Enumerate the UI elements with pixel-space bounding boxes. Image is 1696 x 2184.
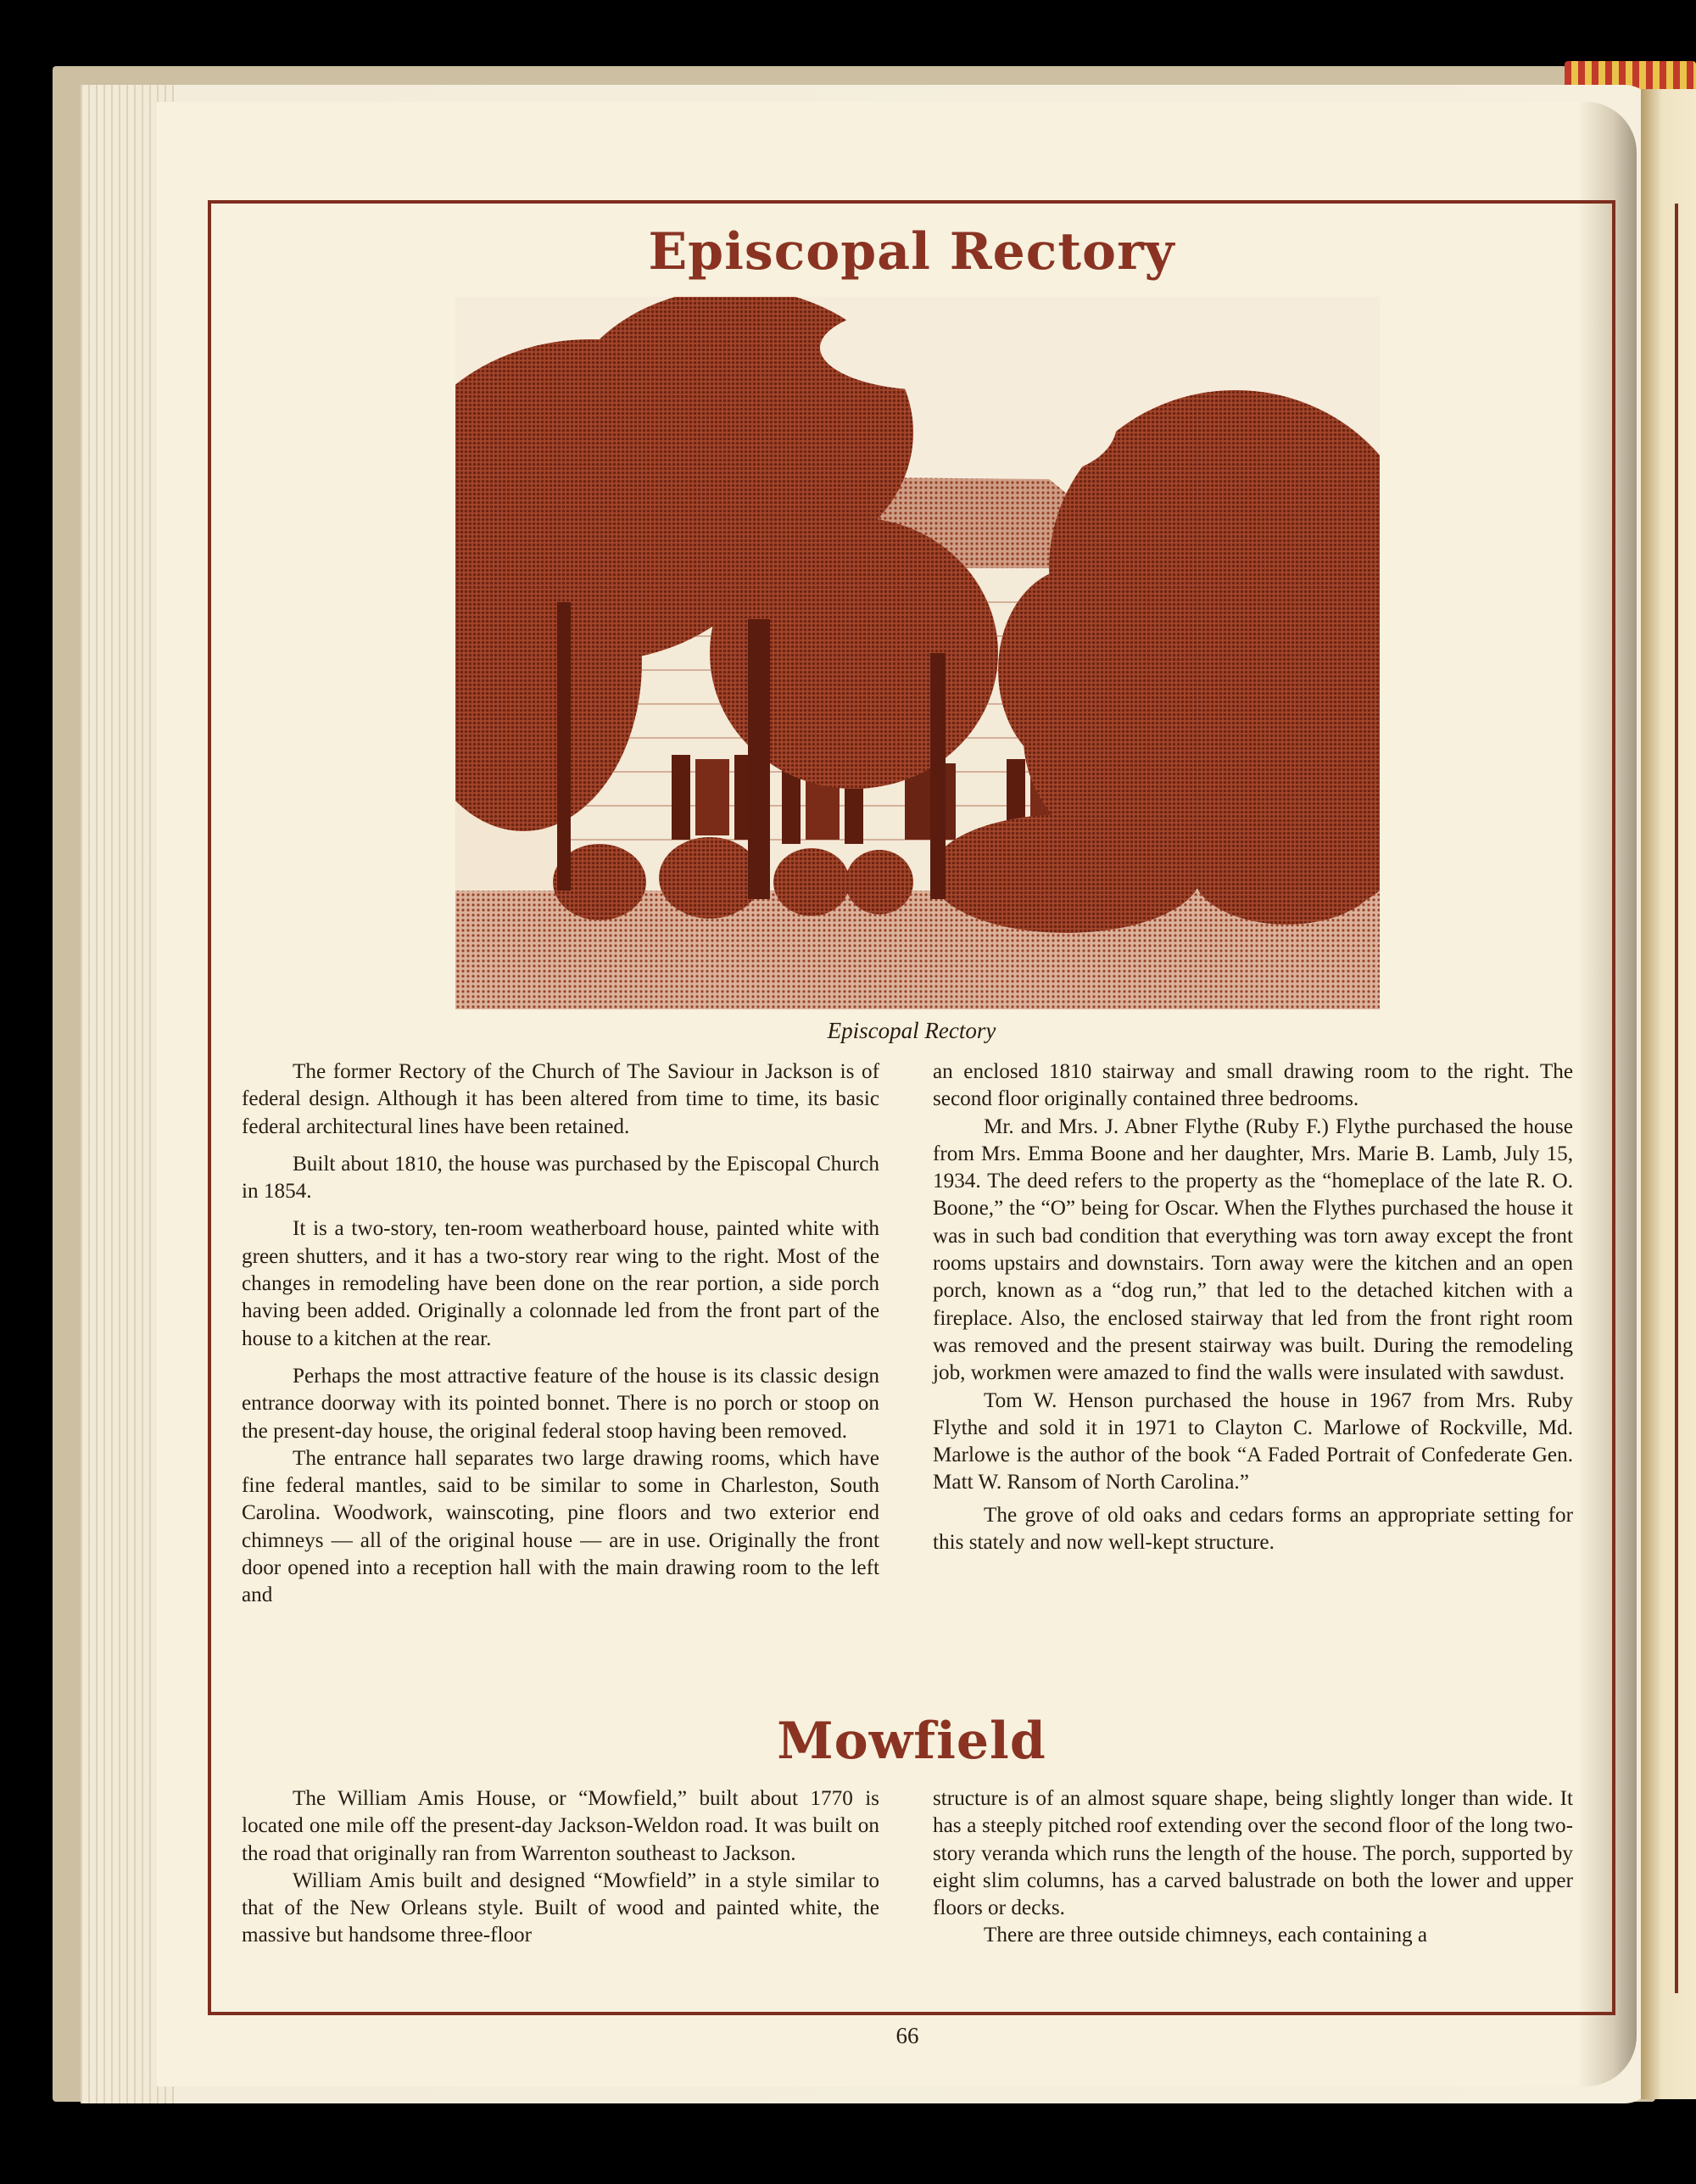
paragraph: Mr. and Mrs. J. Abner Flythe (Ruby F.) Flythe purchased the house from Mrs. Emma Boone and her daughter, Mrs. Marie B. Lamb, July 15, 1934. The deed refers to the property as the “homeplace of the late R. O. Boone,” the “O” being for Oscar. When the Flythes purchased the house it was in such bad condition that everything was torn away except the front rooms upstairs and downstairs. Torn away were the kitchen and an open porch, known as a “dog run,” that led to the detached kitchen with a fireplace. Also, the enclosed stairway that led from the front right room was removed and the present stairway was built. During the remodeling job, workmen were amazed to find the walls were insulated with sawdust. xyxy=(933,1114,1573,1385)
paragraph: Perhaps the most attractive feature of the house is its classic design entrance doorway with its pointed bonnet. There is no porch or stoop on the present-day house, the original federal stoop having been removed. xyxy=(242,1364,879,1443)
paragraph: Tom W. Henson purchased the house in 1967 from Mrs. Ruby Flythe and sold it in 1971 to Clayton C. Marlowe of Rockville, Md. Marlowe is the author of the book “A Faded Portrait of Confederate Gen. Matt W. Ransom of North Carolina.” xyxy=(933,1388,1573,1494)
section-title-episcopal-rectory: Episcopal Rectory xyxy=(648,222,1175,282)
facing-page-border xyxy=(1675,204,1678,1993)
facing-page-edge xyxy=(1641,89,1696,2099)
mowfield-column-left xyxy=(242,1785,879,1950)
section-title-mowfield: Mowfield xyxy=(777,1712,1046,1771)
paragraph: The entrance hall separates two large drawing rooms, which have fine federal mantles, said to be similar to some in Charleston, South Carolina. Woodwork, wainscoting, pine floors and two exterior end chimneys — all of the original house — are in use. Originally the front door opened into a reception hall with the main drawing room to the left and xyxy=(242,1446,879,1607)
paragraph: an enclosed 1810 stairway and small drawing room to the right. The second floor originally contained three bedrooms. xyxy=(933,1060,1573,1111)
mowfield-column-right xyxy=(933,1785,1573,1950)
paragraph: There are three outside chimneys, each containing a xyxy=(984,1924,1428,1947)
paragraph: William Amis built and designed “Mowfield” in a style similar to that of the New Orleans style. Built of wood and painted white, the massive but handsome three-floor xyxy=(242,1868,879,1947)
paragraph: structure is of an almost square shape, being slightly longer than wide. It has a steeply pitched roof extending over the second floor of the long two-story veranda which runs the length of the house. The porch, supported by eight slim columns, has a carved balustrade on both the lower and upper floors or decks. xyxy=(933,1787,1573,1920)
rectory-column-left xyxy=(242,1058,879,1610)
paragraph: It is a two-story, ten-room weatherboard house, painted white with green shutters, and it has a two-story rear wing to the right. Most of the changes in remodeling have been done on the rear portion, a side porch having been added. Originally a colonnade led from the front part of the house to a kitchen at the rear. xyxy=(242,1217,879,1350)
house-photo-icon xyxy=(455,297,1380,1009)
paragraph: The grove of old oaks and cedars forms an appropriate setting for this stately and now well-kept structure. xyxy=(933,1503,1573,1555)
house-photo xyxy=(455,297,1380,1009)
photo-caption: Episcopal Rectory xyxy=(827,1018,996,1043)
paragraph: Built about 1810, the house was purchased by the Episcopal Church in 1854. xyxy=(242,1152,879,1204)
rectory-column-right xyxy=(933,1058,1573,1556)
paragraph: The William Amis House, or “Mowfield,” built about 1770 is located one mile off the present-day Jackson-Weldon road. It was built on the road that originally ran from Warrenton southeast to Jackson. xyxy=(242,1787,879,1865)
paragraph: The former Rectory of the Church of The Saviour in Jackson is of federal design. Although it has been altered from time to time, its basic federal architectural lines have been retained. xyxy=(242,1060,879,1138)
page-number: 66 xyxy=(895,2023,919,2048)
